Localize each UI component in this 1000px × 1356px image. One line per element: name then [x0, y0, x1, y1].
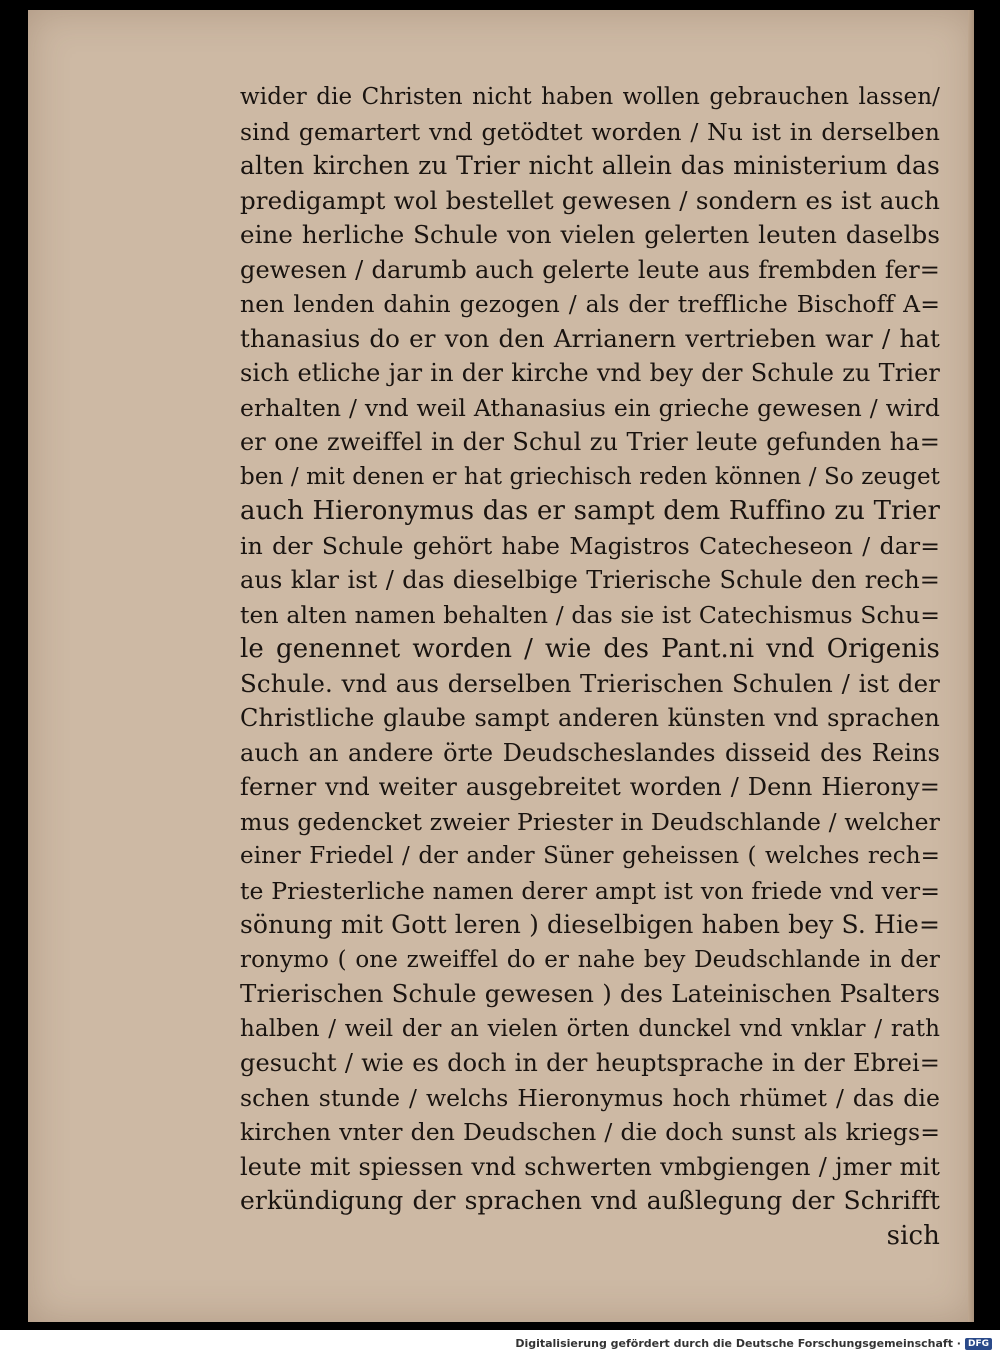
text-line: te Priesterliche namen derer ampt ist von friede vnd ver=: [240, 876, 940, 905]
text-line: mus gedencket zweier Priester in Deudschlande / welcher: [240, 807, 940, 836]
dfg-logo: DFG: [965, 1338, 992, 1350]
text-line: gesucht / wie es doch in der heuptsprache in der Ebrei=: [240, 1049, 940, 1077]
text-line: ten alten namen behalten / das sie ist Catechismus Schu=: [240, 600, 940, 629]
text-line: ferner vnd weiter ausgebreitet worden / Denn Hierony=: [240, 773, 940, 801]
text-line: Trierischen Schule gewesen ) des Lateinischen Psalters: [240, 979, 940, 1008]
text-line: kirchen vnter den Deudschen / die doch sunst als kriegs=: [240, 1118, 940, 1146]
text-line: predigampt wol bestellet gewesen / sondern es ist auch: [240, 185, 940, 215]
text-line: nen lenden dahin gezogen / als der treffliche Bischoff A=: [240, 290, 940, 318]
text-line: leute mit spiessen vnd schwerten vmbgiengen / jmer mit: [240, 1152, 940, 1181]
text-line: einer Friedel / der ander Süner geheissen ( welches rech=: [240, 843, 940, 869]
text-line: auch Hieronymus das er sampt dem Ruffino zu Trier: [240, 496, 940, 526]
digitization-credit: [515, 1337, 992, 1350]
text-line: schen stunde / welchs Hieronymus hoch rhümet / das die: [240, 1083, 940, 1112]
credit-text: Digitalisierung gefördert durch die Deutsche Forschungsgemeinschaft ·: [515, 1337, 961, 1350]
text-line: gewesen / darumb auch gelerte leute aus frembden fer=: [240, 255, 940, 284]
text-line: alten kirchen zu Trier nicht allein das ministerium das: [240, 151, 940, 180]
page-edge: [968, 10, 974, 1322]
text-line: sind gemartert vnd getödtet worden / Nu ist in derselben: [240, 117, 940, 146]
text-line: sich etliche jar in der kirche vnd bey der Schule zu Trier: [240, 359, 940, 387]
text-line: erkündigung der sprachen vnd außlegung der Schrifft: [240, 1186, 940, 1215]
text-line: Schule. vnd aus derselben Trierischen Schulen / ist der: [240, 668, 940, 698]
text-line: halben / weil der an vielen örten dunckel vnd vnklar / rath: [240, 1015, 940, 1042]
text-line: er one zweiffel in der Schul zu Trier leute gefunden ha=: [240, 428, 940, 456]
text-line: Christliche glaube sampt anderen künsten vnd sprachen: [240, 704, 940, 732]
text-line: ben / mit denen er hat griechisch reden können / So zeuget: [240, 463, 940, 490]
text-line: wider die Christen nicht haben wollen gebrauchen lassen/: [240, 84, 940, 110]
text-line: aus klar ist / das dieselbige Trierische Schule den rech=: [240, 566, 940, 594]
text-line: sönung mit Gott leren ) dieselbigen haben bey S. Hie=: [240, 910, 940, 939]
catchword: sich: [886, 1220, 940, 1251]
text-line: ronymo ( one zweiffel do er nahe bey Deudschlande in der: [240, 946, 940, 973]
text-line: erhalten / vnd weil Athanasius ein grieche gewesen / wird: [240, 393, 940, 422]
text-line: eine herliche Schule von vielen gelerten leuten daselbs: [240, 220, 940, 249]
text-line: le genennet worden / wie des Pant.ni vnd Origenis: [240, 634, 940, 664]
text-line: thanasius do er von den Arrianern vertrieben war / hat: [240, 323, 940, 353]
page-text-block: [240, 80, 940, 1253]
book-page: [28, 10, 974, 1322]
text-line: auch an andere örte Deudscheslandes disseid des Reins: [240, 738, 940, 767]
text-line: in der Schule gehört habe Magistros Catecheseon / dar=: [240, 531, 940, 560]
